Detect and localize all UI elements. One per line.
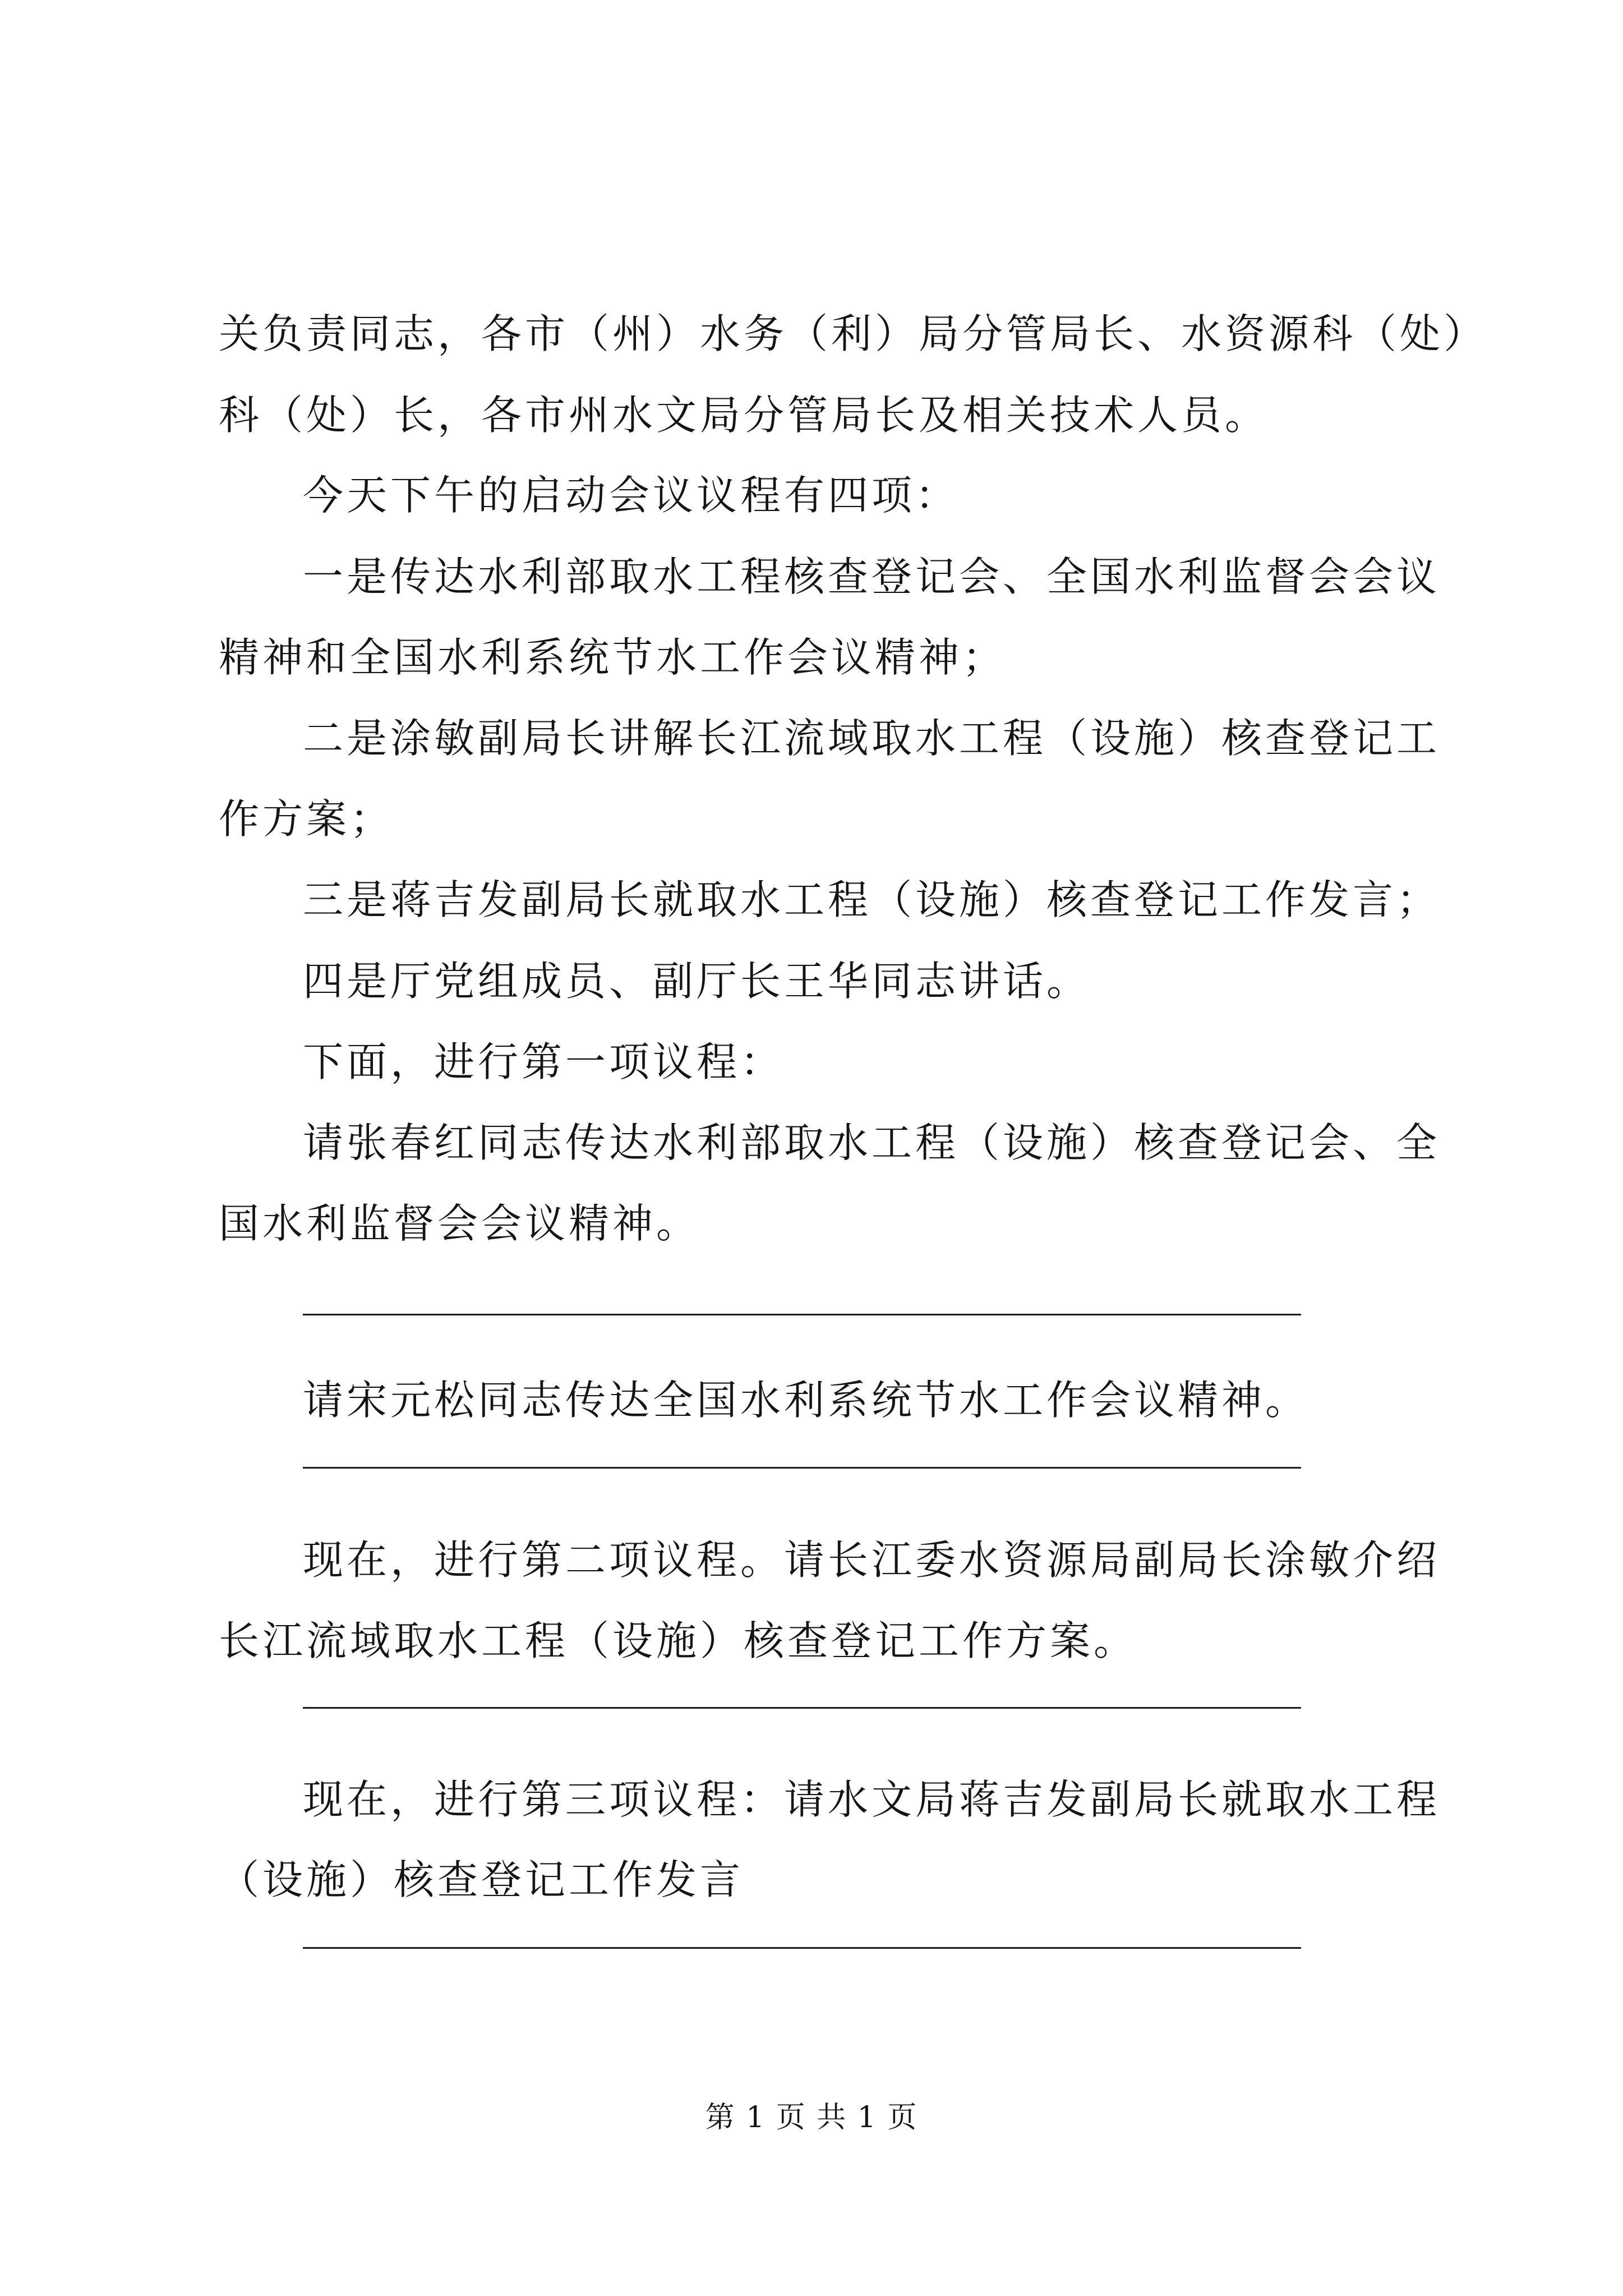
paragraph-line: 科（处）长，各市州水文局分管局长及相关技术人员。 xyxy=(219,392,1269,439)
separator-line xyxy=(303,1314,1301,1315)
paragraph-line: 二是涂敏副局长讲解长江流域取水工程（设施）核查登记工 xyxy=(303,715,1441,762)
paragraph-line: 精神和全国水利系统节水工作会议精神； xyxy=(219,634,1007,681)
paragraph-line: 现在，进行第三项议程：请水文局蒋吉发副局长就取水工程 xyxy=(303,1776,1441,1823)
page-footer: 第 1 页 共 1 页 xyxy=(705,2101,918,2134)
paragraph-line: 关负责同志，各市（州）水务（利）局分管局长、水资源科（处） xyxy=(219,310,1488,357)
paragraph-line: 请张春红同志传达水利部取水工程（设施）核查登记会、全 xyxy=(303,1119,1441,1166)
separator-line xyxy=(303,1467,1301,1469)
paragraph-line: 作方案； xyxy=(219,795,394,843)
separator-line xyxy=(303,1707,1301,1709)
paragraph-line: 四是厅党组成员、副厅长王华同志讲话。 xyxy=(303,958,1091,1005)
paragraph-line: 长江流域取水工程（设施）核查登记工作方案。 xyxy=(219,1617,1138,1664)
separator-line xyxy=(303,1947,1301,1949)
paragraph-line: （设施）核查登记工作发言 xyxy=(219,1856,744,1903)
paragraph-line: 现在，进行第二项议程。请长江委水资源局副局长涂敏介绍 xyxy=(303,1536,1441,1584)
paragraph-line: 下面，进行第一项议程： xyxy=(303,1038,785,1085)
paragraph-line: 三是蒋吉发副局长就取水工程（设施）核查登记工作发言； xyxy=(303,876,1441,923)
paragraph-line: 请宋元松同志传达全国水利系统节水工作会议精神。 xyxy=(303,1377,1310,1424)
paragraph-line: 国水利监督会会议精神。 xyxy=(219,1200,700,1247)
paragraph-line: 一是传达水利部取水工程核查登记会、全国水利监督会会议 xyxy=(303,553,1441,600)
paragraph-line: 今天下午的启动会议议程有四项： xyxy=(303,472,960,519)
